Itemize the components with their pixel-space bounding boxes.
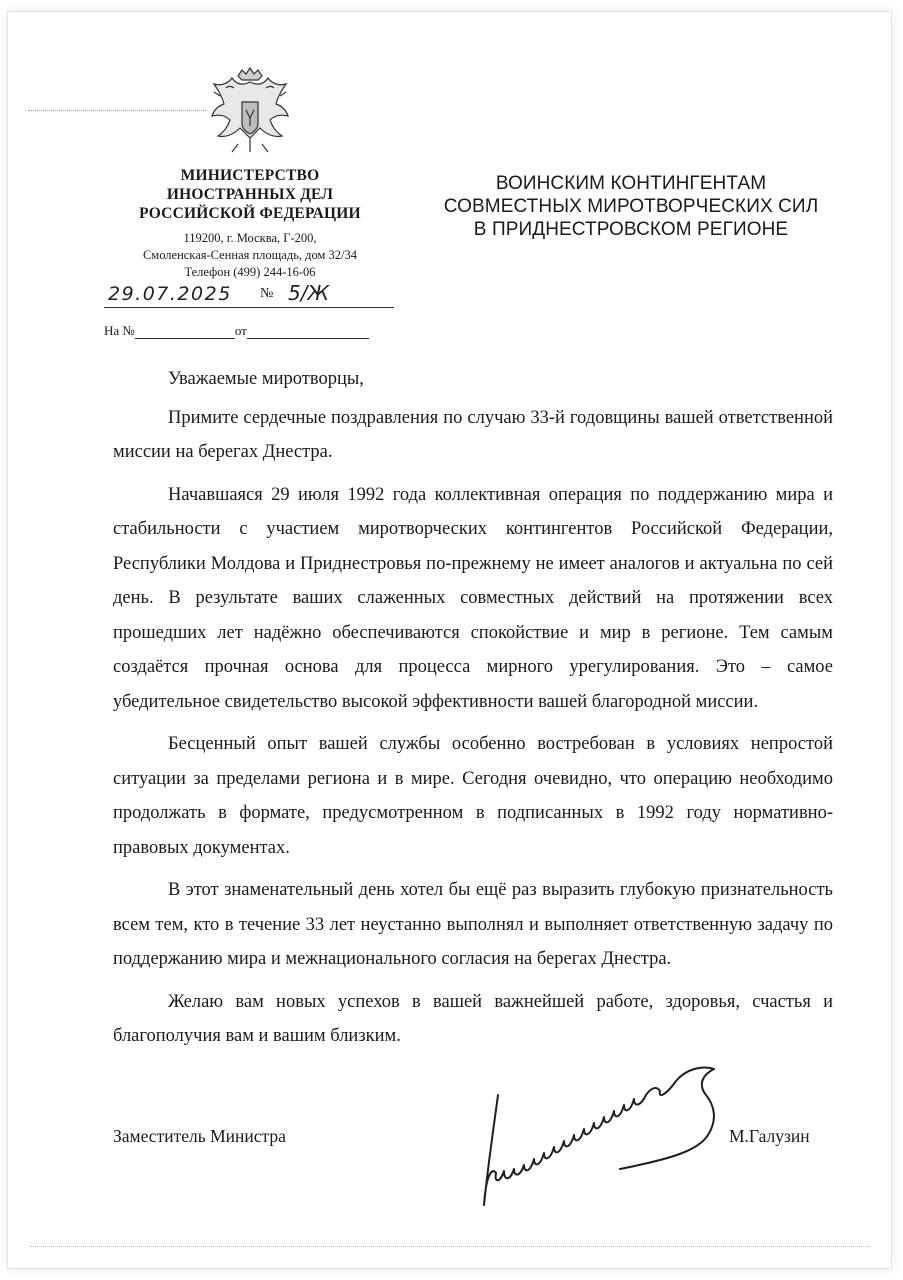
ministry-address — [100, 230, 400, 281]
letter-paragraph: Примите сердечные поздравления по случаю 33-й годовщины вашей ответственной миссии на берегах Днестра. — [113, 407, 833, 462]
header-divider — [28, 110, 206, 111]
address-line: Телефон (499) 244-16-06 — [184, 265, 316, 279]
reply-from-label: от — [234, 323, 247, 338]
reply-number-label: На № — [104, 323, 135, 338]
addressee-line: СОВМЕСТНЫХ МИРОТВОРЧЕСКИХ СИЛ — [443, 196, 819, 217]
reply-number-blank — [135, 324, 235, 339]
letter-body — [113, 362, 833, 1062]
ministry-line: МИНИСТЕРСТВО — [180, 167, 320, 184]
double-headed-eagle-icon — [208, 66, 292, 161]
reply-date-blank — [247, 324, 369, 339]
ministry-line: ИНОСТРАННЫХ ДЕЛ — [166, 186, 334, 203]
reference-number-label: № — [260, 286, 274, 301]
ministry-line: РОССИЙСКОЙ ФЕДЕРАЦИИ — [139, 205, 361, 222]
addressee-line: В ПРИДНЕСТРОВСКОМ РЕГИОНЕ — [473, 219, 789, 240]
reference-date: 29.07.2025 — [108, 283, 232, 305]
address-line: 119200, г. Москва, Г-200, — [183, 231, 317, 245]
signer-name: М.Галузин — [729, 1126, 810, 1146]
letter-paragraph: Начавшаяся 29 июля 1992 года коллективная операция по поддержанию мира и стабильности с участием миротворческих контингентов Российской Федерации, Республики Молдова и Приднестровья по-прежнему не имеет аналогов и актуальна по сей день. В результате ваших слаженных совместных действий на протяжении всех прошедших лет надёжно обеспечиваются спокойствие и мир в регионе. Тем самым создаётся прочная основа для процесса мирного урегулирования. Это – самое убедительное свидетельство высокой эффективности вашей благородной миссии. — [113, 484, 833, 712]
address-line: Смоленская-Сенная площадь, дом 32/34 — [142, 248, 358, 262]
reference-line — [104, 281, 394, 308]
letter-paragraph: Бесценный опыт вашей службы особенно востребован в условиях непростой ситуации за пределами региона и в мире. Сегодня очевидно, что операцию необходимо продолжать в формате, предусмотренном в подписанных в 1992 году нормативно-правовых документах. — [113, 734, 833, 858]
reply-reference-line — [104, 323, 369, 339]
addressee-block — [405, 172, 857, 241]
letter-paragraph: В этот знаменательный день хотел бы ещё раз выразить глубокую признательность всем тем, кто в течение 33 лет неустанно выполнял и выполняет ответственную задачу по поддержанию мира и межнационального согласия на берегах Днестра. — [113, 880, 833, 969]
letter-paragraph: Желаю вам новых успехов в вашей важнейшей работе, здоровья, счастья и благополучия вам и вашим близким. — [113, 991, 833, 1046]
addressee-line: ВОИНСКИМ КОНТИНГЕНТАМ — [495, 173, 767, 194]
signer-position: Заместитель Министра — [113, 1126, 286, 1146]
footer-divider — [30, 1246, 870, 1247]
ministry-name — [100, 166, 400, 223]
handwritten-signature — [470, 1055, 740, 1225]
reference-number: 5/Ж — [288, 281, 330, 305]
salutation: Уважаемые миротворцы, — [168, 369, 364, 389]
